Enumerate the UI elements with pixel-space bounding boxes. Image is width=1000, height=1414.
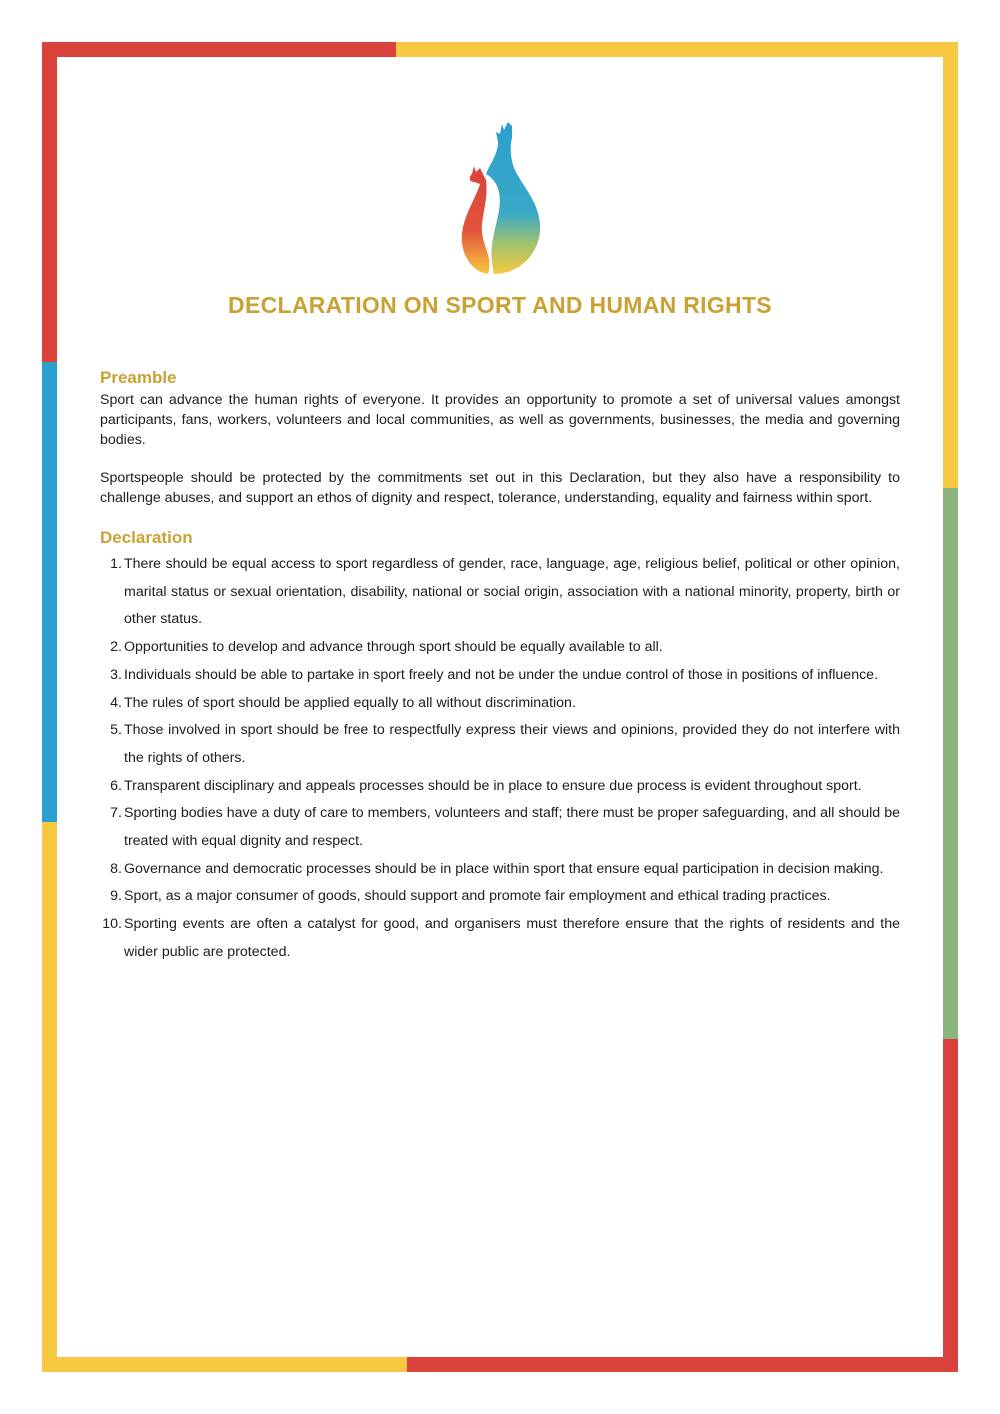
item-text: Transparent disciplinary and appeals processes should be in place to ensure due process is evident throughout sport. (124, 777, 862, 794)
frame-bottom-red (407, 1357, 958, 1372)
declaration-item (100, 662, 900, 690)
frame-bottom-yellow (42, 1357, 407, 1372)
frame-top-yellow (396, 42, 958, 57)
declaration-heading: Declaration (100, 527, 193, 547)
item-text: Individuals should be able to partake in sport freely and not be under the undue control of those in positions of influence. (124, 666, 879, 683)
item-number: 1. (110, 555, 122, 572)
item-number: 4. (110, 694, 122, 711)
document-body (100, 368, 900, 967)
frame-right-green (943, 488, 958, 1039)
frame-left-yellow (42, 822, 57, 1372)
declaration-item (100, 883, 900, 911)
item-number: 5. (110, 722, 122, 739)
item-text: Sport, as a major consumer of goods, should support and promote fair employment and ethical trading practices. (124, 888, 831, 905)
item-text: Sporting events are often a catalyst for good, and organisers must therefore ensure that the rights of residents and the wider public are protected. (124, 916, 900, 960)
declaration-item (100, 717, 900, 772)
item-text: Those involved in sport should be free to respectfully express their views and opinions, provided they do not interfere with the rights of others. (124, 722, 900, 766)
declaration-item (100, 856, 900, 884)
item-number: 6. (110, 777, 122, 794)
item-text: Governance and democratic processes should be in place within sport that ensure equal participation in decision making. (124, 860, 884, 877)
declaration-item (100, 551, 900, 634)
preamble-paragraph: Sport can advance the human rights of everyone. It provides an opportunity to promote a set of universal values amongst participants, fans, workers, volunteers and local communities, as well as governments, businesses, the media and governing bodies. (100, 392, 900, 448)
declaration-item (100, 800, 900, 855)
item-number: 3. (110, 666, 122, 683)
item-number: 9. (110, 888, 122, 905)
item-number: 8. (110, 860, 122, 877)
item-number: 7. (110, 805, 122, 822)
declaration-item (100, 773, 900, 801)
preamble-paragraph: Sportspeople should be protected by the commitments set out in this Declaration, but they also have a responsibility to challenge abuses, and support an ethos of dignity and respect, tolerance, understanding, equality and fairness within sport. (100, 470, 900, 507)
frame-top-red (42, 42, 396, 57)
item-number: 2. (110, 639, 122, 656)
item-number: 10. (102, 916, 122, 933)
declaration-item (100, 911, 900, 966)
frame-left-blue (42, 362, 57, 822)
frame-right-yellow (943, 42, 958, 488)
flame-hands-icon (450, 116, 550, 276)
item-text: Opportunities to develop and advance through sport should be equally available to all. (124, 639, 663, 656)
document-title: DECLARATION ON SPORT AND HUMAN RIGHTS (228, 292, 772, 318)
declaration-item (100, 690, 900, 718)
frame-right-red (943, 1039, 958, 1372)
declaration-list (100, 551, 900, 967)
item-text: There should be equal access to sport regardless of gender, race, language, age, religious belief, political or other opinion, marital status or sexual orientation, disability, national or social origin, association with a national minority, property, birth or other status. (124, 555, 900, 628)
item-text: Sporting bodies have a duty of care to members, volunteers and staff; there must be proper safeguarding, and all should be treated with equal dignity and respect. (124, 805, 900, 850)
declaration-item (100, 634, 900, 662)
preamble-heading: Preamble (100, 368, 177, 387)
item-text: The rules of sport should be applied equally to all without discrimination. (124, 694, 576, 711)
